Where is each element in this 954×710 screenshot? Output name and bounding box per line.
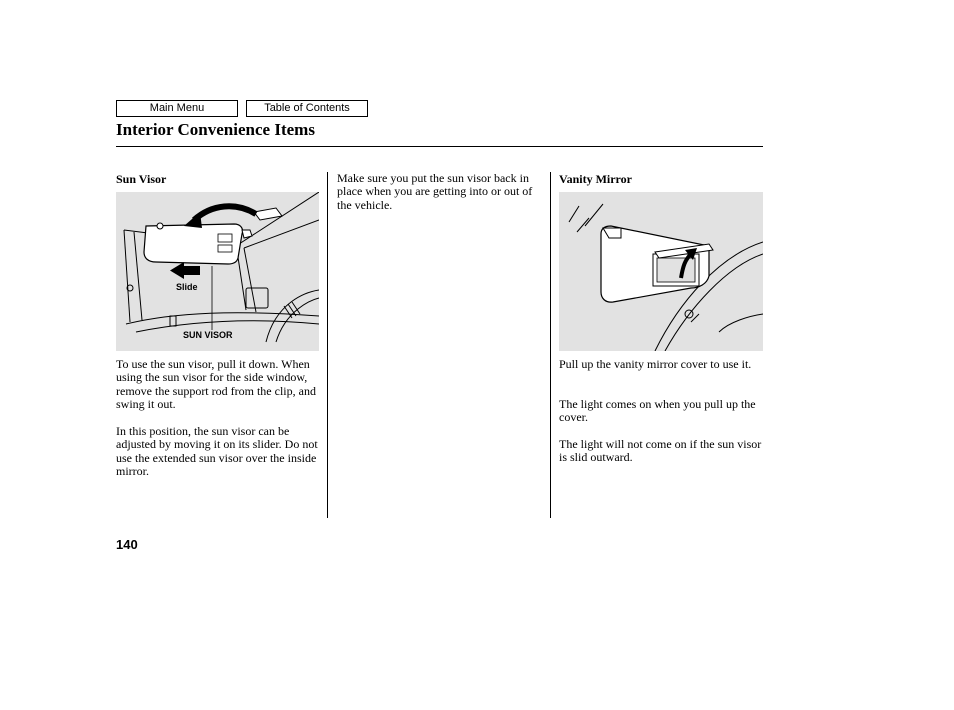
column-divider-right — [550, 172, 551, 518]
table-of-contents-button[interactable]: Table of Contents — [246, 100, 368, 117]
middle-paragraph-1: Make sure you put the sun visor back in place when you are getting into or out of the vehicle. — [337, 171, 533, 212]
sun-visor-heading: Sun Visor — [116, 172, 167, 186]
vanity-mirror-paragraph-2: The light comes on when you pull up the cover. — [559, 397, 756, 425]
sun-visor-paragraph-1: To use the sun visor, pull it down. When using the sun visor for the side window, remove the support rod from the clip, and swing it out. — [116, 357, 316, 412]
vanity-mirror-drawing — [559, 192, 763, 351]
vanity-mirror-paragraph-3: The light will not come on if the sun visor is slid outward. — [559, 437, 762, 465]
column-divider-left — [327, 172, 328, 518]
page-number: 140 — [116, 537, 138, 552]
vanity-mirror-heading: Vanity Mirror — [559, 172, 632, 186]
main-menu-button[interactable]: Main Menu — [116, 100, 238, 117]
sun-visor-label: SUN VISOR — [183, 330, 233, 340]
slide-label: Slide — [176, 282, 198, 292]
sun-visor-illustration — [116, 192, 319, 351]
vanity-mirror-illustration — [559, 192, 763, 351]
vanity-mirror-paragraph-1: Pull up the vanity mirror cover to use it. — [559, 357, 752, 371]
sun-visor-drawing — [116, 192, 319, 351]
page-title: Interior Convenience Items — [116, 120, 315, 139]
sun-visor-paragraph-2: In this position, the sun visor can be adjusted by moving it on its slider. Do not use the extended sun visor over the inside mirror. — [116, 424, 318, 479]
title-divider — [116, 146, 763, 147]
